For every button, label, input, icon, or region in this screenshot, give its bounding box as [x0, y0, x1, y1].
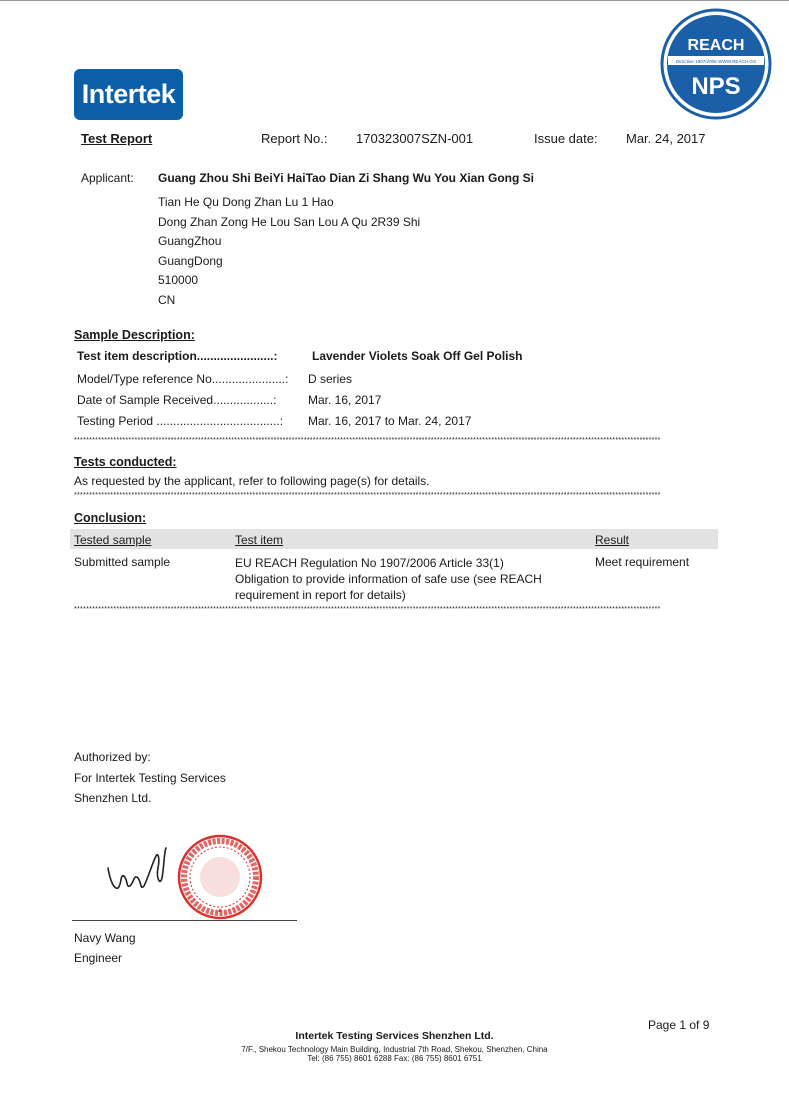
- address-line: CN: [158, 292, 176, 307]
- separator: **************************************************************************************************************************************************************************************************: [74, 606, 661, 613]
- sample-description-heading: Sample Description:: [74, 328, 195, 342]
- test-item-value: Lavender Violets Soak Off Gel Polish: [312, 349, 523, 363]
- test-item-line: EU REACH Regulation No 1907/2006 Article 33(1): [235, 556, 504, 570]
- report-no-label: Report No.:: [261, 131, 328, 146]
- col-test-item: Test item: [235, 533, 284, 547]
- authorized-line: For Intertek Testing Services: [74, 770, 226, 785]
- received-value: Mar. 16, 2017: [308, 393, 382, 407]
- address-line: 510000: [158, 273, 199, 287]
- badge-bottom-text: NPS: [691, 73, 741, 100]
- address-line: Dong Zhan Zong He Lou San Lou A Qu 2R39 Shi: [158, 214, 421, 229]
- signer-block: [74, 928, 136, 968]
- reach-nps-badge-icon: [660, 8, 772, 120]
- col-result: Result: [595, 533, 630, 547]
- applicant-address: [158, 193, 420, 310]
- signature-icon: [100, 838, 180, 898]
- issue-date-label: Issue date:: [534, 131, 598, 146]
- address-line: Tian He Qu Dong Zhan Lu 1 Hao: [158, 195, 334, 209]
- tests-conducted-heading: Tests conducted:: [74, 455, 177, 469]
- footer-contact-line: Tel: (86 755) 8601 6288 Fax: (86 755) 8601 6751: [307, 1054, 482, 1063]
- applicant-name: Guang Zhou Shi BeiYi HaiTao Dian Zi Shang Wu You Xian Gong Si: [158, 171, 535, 185]
- test-item-label: Test item description.......................:: [77, 349, 278, 363]
- testing-period-label: Testing Period .....................................:: [77, 414, 284, 428]
- tests-conducted-text: As requested by the applicant, refer to following page(s) for details.: [74, 474, 430, 488]
- intertek-logo: Intertek: [74, 69, 183, 120]
- footer-address: [0, 1045, 789, 1063]
- address-line: GuangDong: [158, 253, 223, 268]
- test-item-line: Obligation to provide information of safe use (see REACH: [235, 572, 542, 586]
- applicant-label: Applicant:: [81, 171, 134, 185]
- badge-top-text: REACH: [687, 37, 745, 54]
- signer-name: Navy Wang: [74, 931, 136, 945]
- report-title: Test Report: [81, 131, 153, 146]
- issue-date: Mar. 24, 2017: [626, 131, 706, 146]
- test-item-line: requirement in report for details): [235, 588, 406, 602]
- authorized-line: Authorized by:: [74, 750, 151, 764]
- top-border: [0, 0, 789, 1]
- testing-period-value: Mar. 16, 2017 to Mar. 24, 2017: [308, 414, 472, 428]
- badge-middle-text: Directive 1907/2006 WWW.REACH.GS: [675, 59, 757, 64]
- row-tested-sample: Submitted sample: [74, 555, 171, 569]
- authorized-line: Shenzhen Ltd.: [74, 791, 152, 805]
- footer-address-line: 7/F., Shekou Technology Main Building, Industrial 7th Road, Shekou, Shenzhen, China: [241, 1045, 548, 1054]
- model-label: Model/Type reference No......................:: [77, 372, 289, 386]
- authorized-block: [74, 747, 226, 809]
- address-line: GuangZhou: [158, 234, 222, 248]
- row-test-item: [235, 555, 542, 603]
- received-label: Date of Sample Received..................:: [77, 393, 277, 407]
- model-value: D series: [308, 372, 353, 386]
- signature-line: [72, 920, 297, 921]
- report-no: 170323007SZN-001: [356, 131, 474, 146]
- company-seal-icon: [175, 832, 265, 922]
- signer-title: Engineer: [74, 951, 123, 965]
- footer-company: Intertek Testing Services Shenzhen Ltd.: [295, 1030, 494, 1042]
- col-tested-sample: Tested sample: [74, 533, 152, 547]
- separator: **************************************************************************************************************************************************************************************************: [74, 437, 661, 444]
- row-result: Meet requirement: [595, 555, 690, 569]
- page-number: Page 1 of 9: [648, 1018, 710, 1032]
- conclusion-heading: Conclusion:: [74, 511, 147, 525]
- separator: **************************************************************************************************************************************************************************************************: [74, 492, 661, 499]
